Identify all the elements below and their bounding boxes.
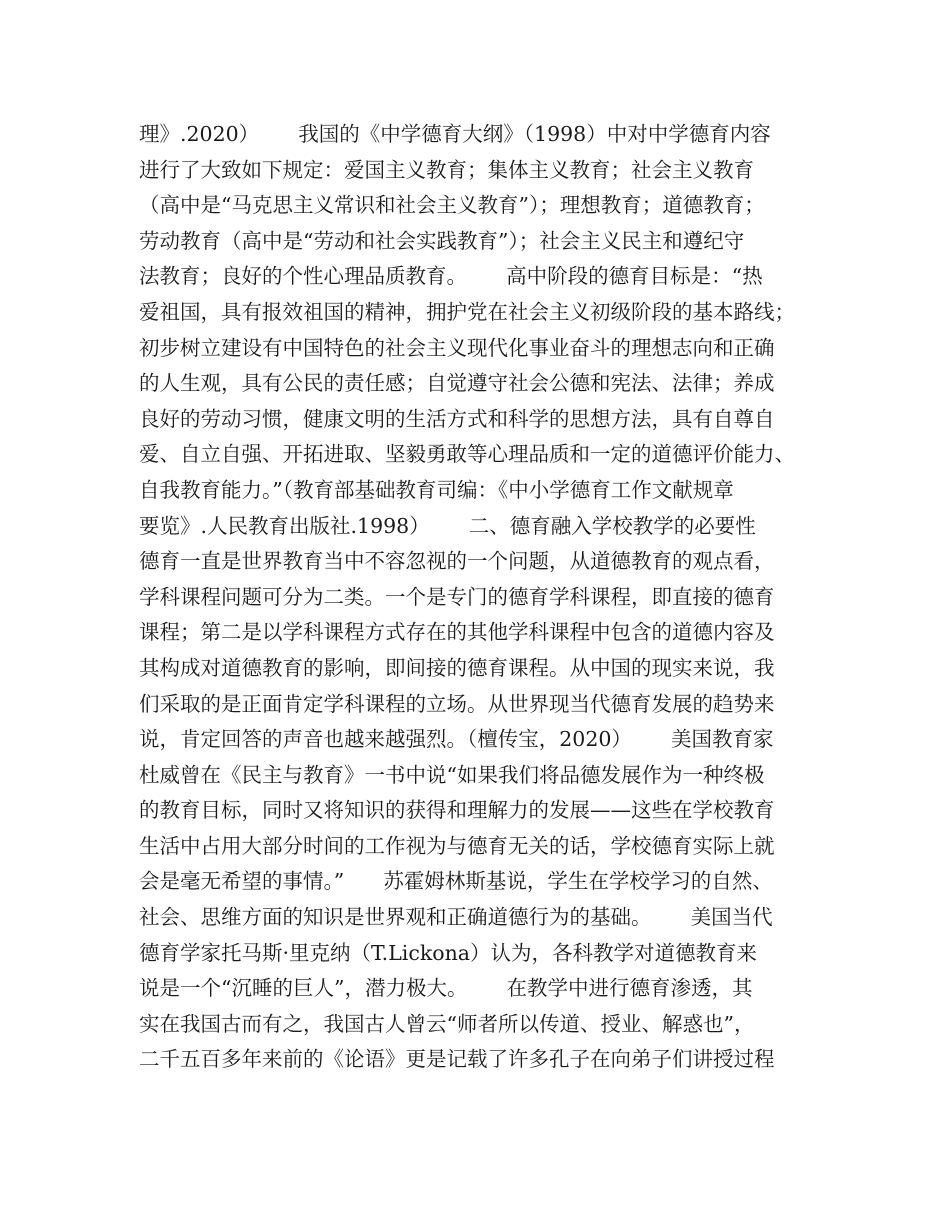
- text-line: 会是毫无希望的事情。” 苏霍姆林斯基说，学生在学校学习的自然、: [139, 869, 773, 894]
- text-line: 社会、思维方面的知识是世界观和正确道德行为的基础。 美国当代: [139, 905, 773, 930]
- text-line: 德育学家托马斯·里克纳（T.Lickona）认为，各科教学对道德教育来: [139, 940, 758, 965]
- text-line: 说是一个“沉睡的巨人”，潜力极大。 在教学中进行德育渗透，其: [139, 976, 753, 1001]
- text-line: 德育一直是世界教育当中不容忽视的一个问题，从道德教育的观点看，: [139, 549, 775, 574]
- text-line: 初步树立建设有中国特色的社会主义现代化事业奋斗的理想志向和正确: [139, 335, 775, 360]
- text-line: 的人生观，具有公民的责任感；自觉遵守社会公德和宪法、法律；养成: [139, 371, 775, 396]
- text-line: 进行了大致如下规定：爱国主义教育；集体主义教育；社会主义教育: [139, 157, 754, 182]
- text-line: 理》.2020） 我国的《中学德育大纲》（1998）中对中学德育内容: [139, 122, 771, 146]
- text-line: 的教育目标，同时又将知识的获得和理解力的发展——这些在学校教育: [139, 798, 775, 823]
- text-line: 爱、自立自强、开拓进取、坚毅勇敢等心理品质和一定的道德评价能力、: [139, 442, 795, 467]
- text-line: 爱祖国，具有报效祖国的精神，拥护党在社会主义初级阶段的基本路线；: [139, 299, 795, 324]
- text-line: 二千五百多年来前的《论语》更是记载了许多孔子在向弟子们讲授过程: [139, 1047, 775, 1072]
- text-line: 良好的劳动习惯，健康文明的生活方式和科学的思想方法，具有自尊自: [139, 406, 775, 431]
- text-line: 要览》.人民教育出版社.1998） 二、德育融入学校教学的必要性: [139, 513, 756, 538]
- text-line: 自我教育能力。”（教育部基础教育司编：《中小学德育工作文献规章: [139, 477, 734, 502]
- text-line: 学科课程问题可分为二类。一个是专门的德育学科课程，即直接的德育: [139, 584, 775, 609]
- text-line: 法教育；良好的个性心理品质教育。 高中阶段的德育目标是：“热: [139, 264, 763, 289]
- text-line: 说，肯定回答的声音也越来越强烈。（檀传宝，2020） 美国教育家: [139, 727, 774, 752]
- text-line: 杜威曾在《民主与教育》一书中说“如果我们将品德发展作为一种终极: [139, 762, 765, 787]
- text-line: 实在我国古而有之，我国古人曾云“师者所以传道、授业、解惑也”，: [139, 1011, 755, 1036]
- text-line: 生活中占用大部分时间的工作视为与德育无关的话，学校德育实际上就: [139, 833, 775, 858]
- text-line: （高中是“马克思主义常识和社会主义教育”）；理想教育；道德教育；: [139, 193, 765, 218]
- body-text: [139, 117, 839, 1078]
- text-line: 其构成对道德教育的影响，即间接的德育课程。从中国的现实来说，我: [139, 655, 775, 680]
- text-line: 课程；第二是以学科课程方式存在的其他学科课程中包含的道德内容及: [139, 620, 775, 645]
- text-line: 劳动教育（高中是“劳动和社会实践教育”）；社会主义民主和遵纪守: [139, 228, 745, 253]
- text-line: 们采取的是正面肯定学科课程的立场。从世界现当代德育发展的趋势来: [139, 691, 775, 716]
